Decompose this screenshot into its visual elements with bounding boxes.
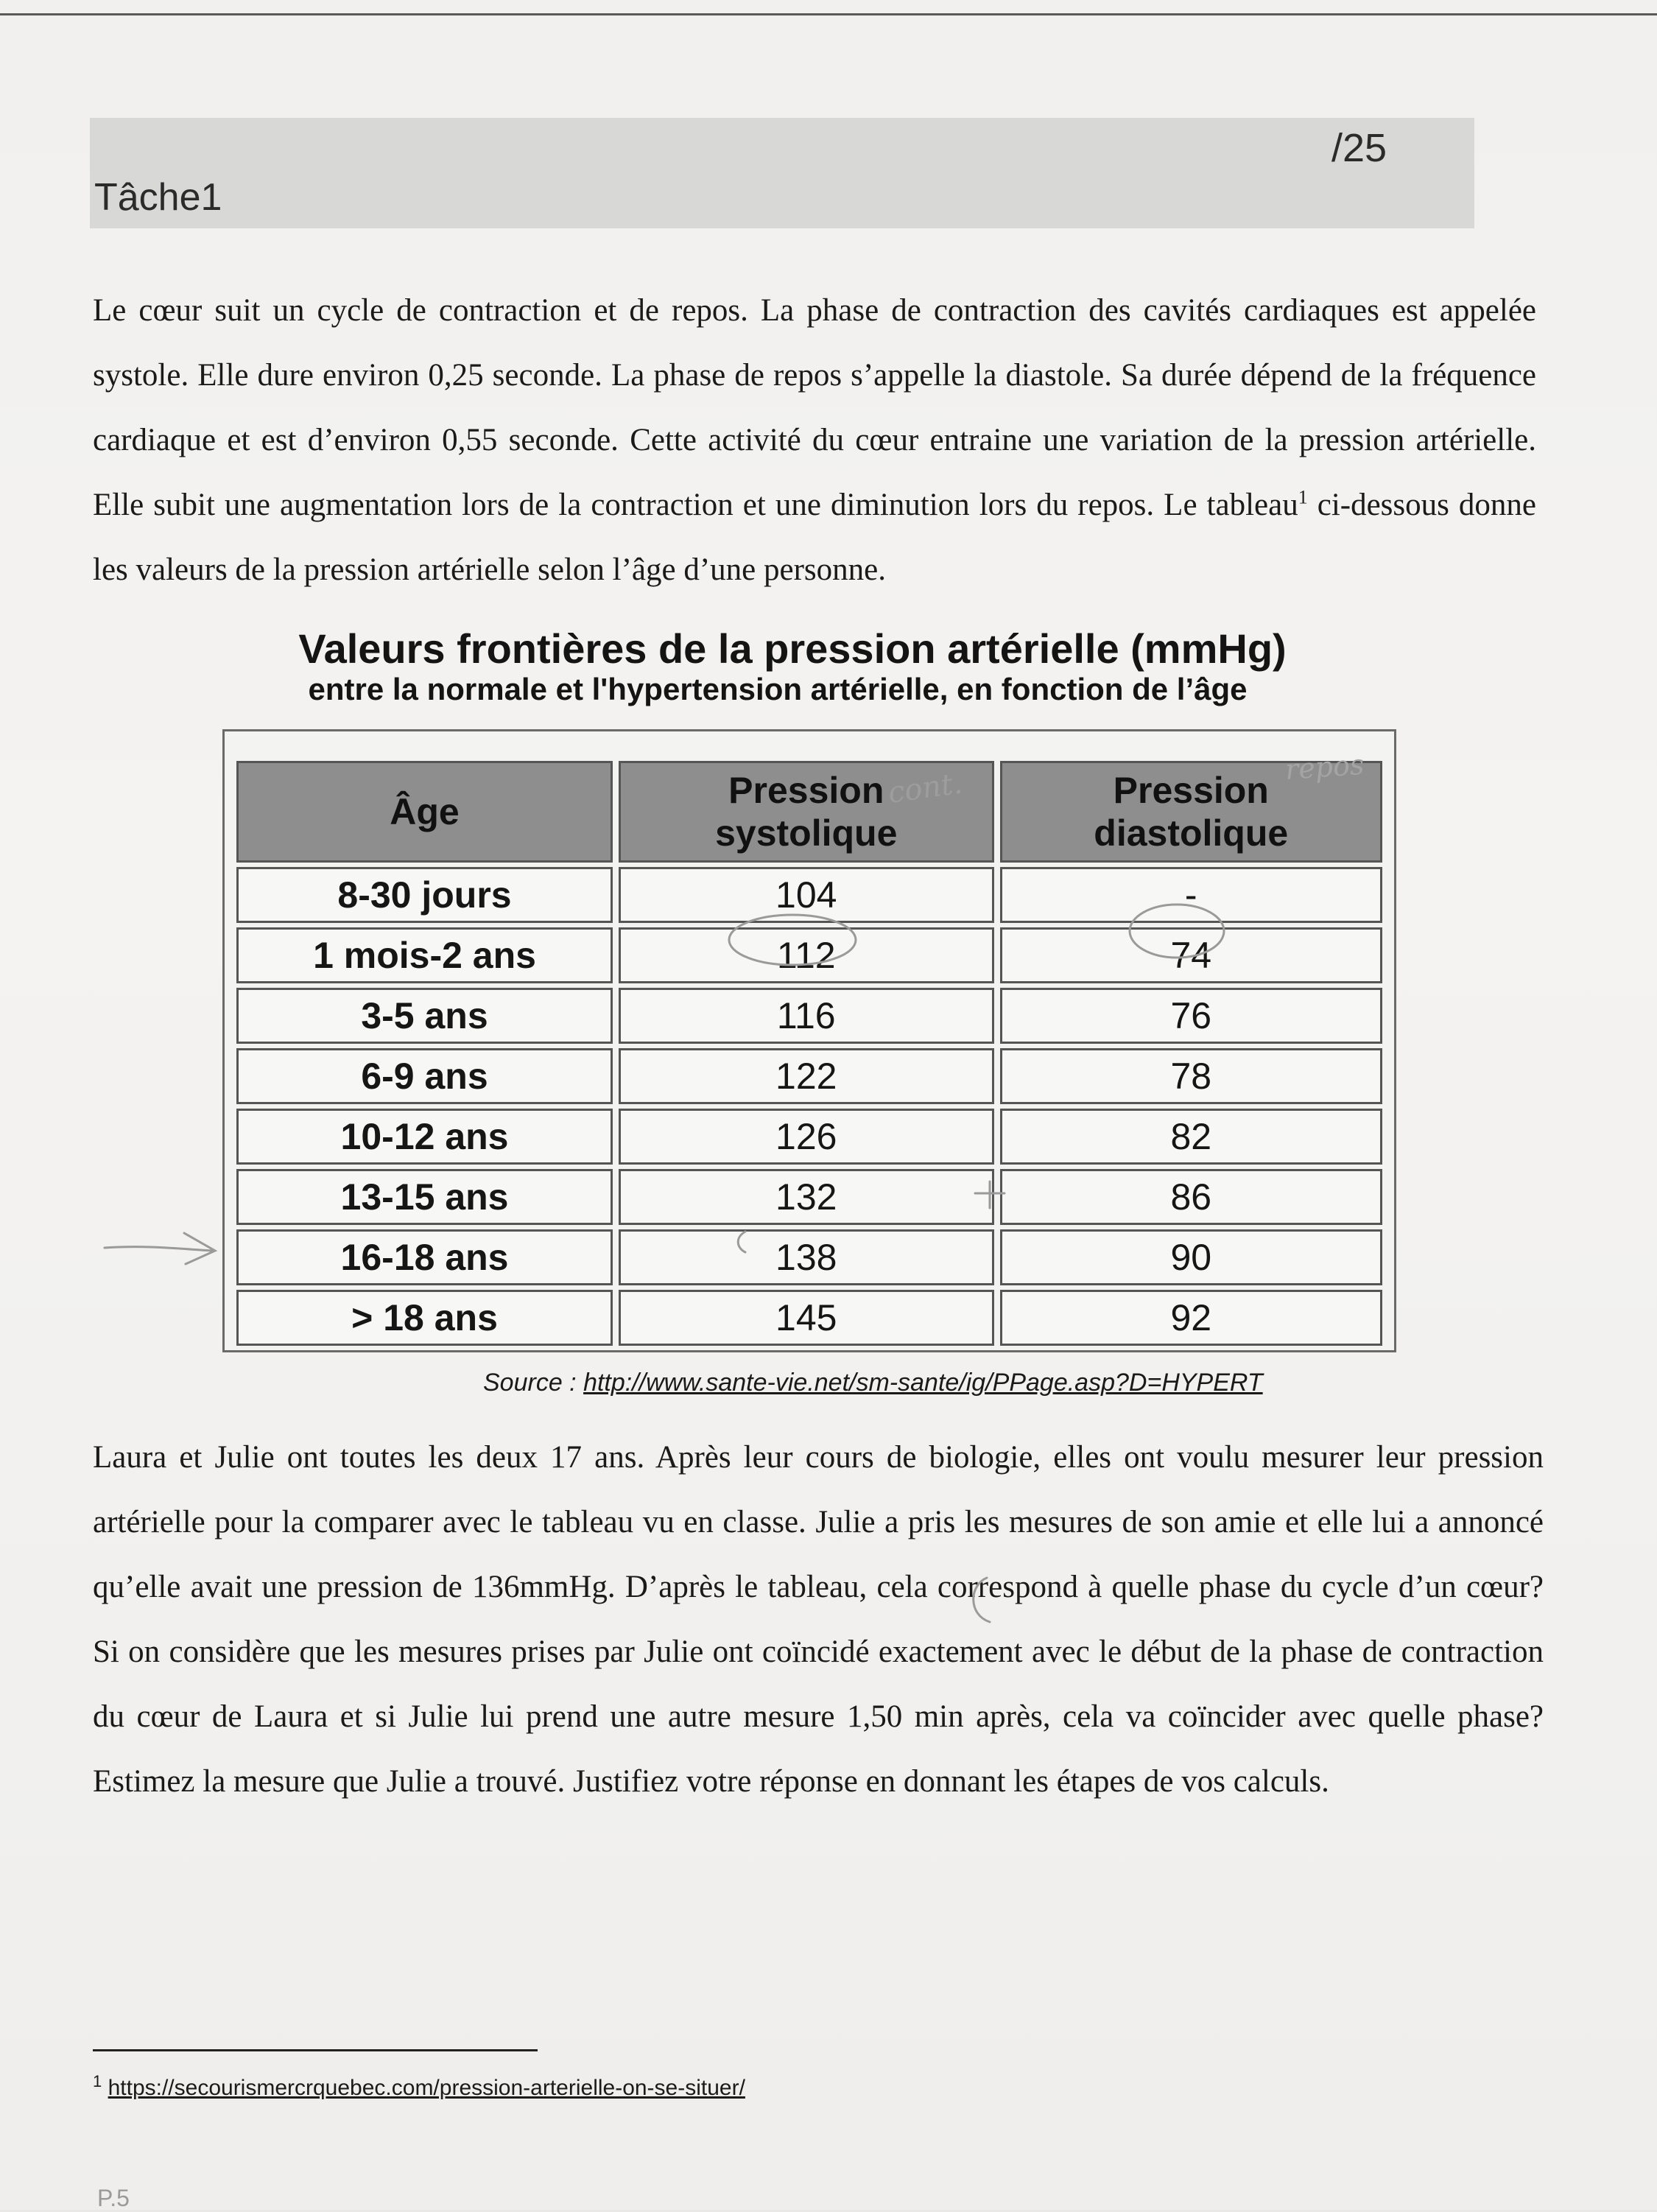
header-age: Âge <box>236 761 613 863</box>
cell-systolic: 116 <box>619 988 993 1044</box>
source-label: Source : <box>483 1369 584 1397</box>
cell-diastolic: 82 <box>1000 1109 1383 1165</box>
cell-diastolic: 90 <box>1000 1229 1383 1285</box>
footnote-link[interactable]: https://secourismercrquebec.com/pression-arterielle-on-se-situer/ <box>108 2076 745 2100</box>
cell-age: 8-30 jours <box>236 867 613 923</box>
header-diastolic: Pression diastolique <box>1000 761 1383 863</box>
cell-systolic: 122 <box>619 1048 993 1104</box>
cell-diastolic: 92 <box>1000 1290 1383 1346</box>
cell-age: > 18 ans <box>236 1290 613 1346</box>
cell-diastolic: 78 <box>1000 1048 1383 1104</box>
table-subtitle: entre la normale et l'hypertension artérielle, en fonction de l’âge <box>308 672 1248 706</box>
arrow-icon <box>105 1233 215 1264</box>
score-label: /25 <box>1331 126 1387 170</box>
cell-age: 10-12 ans <box>236 1109 613 1165</box>
tick-mark <box>975 1182 1005 1208</box>
handwritten-note-cont: cont. <box>885 766 965 810</box>
cell-age: 6-9 ans <box>236 1048 613 1104</box>
cell-age: 3-5 ans <box>236 988 613 1044</box>
cell-systolic: 112 <box>619 927 993 983</box>
source-link[interactable]: http://www.sante-vie.net/sm-sante/ig/PPage.asp?D=HYPERT <box>583 1369 1263 1397</box>
table-title: Valeurs frontières de la pression artérielle (mmHg) <box>298 625 1287 672</box>
cell-diastolic: 86 <box>1000 1169 1383 1225</box>
cell-age: 1 mois-2 ans <box>236 927 613 983</box>
circle-mark-138 <box>738 1232 745 1252</box>
cell-systolic: 126 <box>619 1109 993 1165</box>
cell-diastolic: 76 <box>1000 988 1383 1044</box>
cell-diastolic: - <box>1000 867 1383 923</box>
header-systolic: Pression systolique <box>619 761 993 863</box>
question-paragraph: Laura et Julie ont toutes les deux 17 ans. Après leur cours de biologie, elles ont voulu mesurer leur pression artérielle pour la comparer avec le tableau vu en classe. Julie a pris les mesures de son amie et elle lui a annoncé qu’elle avait une pression de 136mmHg. D’après le tableau, cela correspond à quelle phase du cycle d’un cœur? Si on considère que les mesures prises par Julie ont coïncidé exactement avec le début de la phase de contraction du cœur de Laura et si Julie lui prend une autre mesure 1,50 min après, cela va coïncider avec quelle phase? Estimez la mesure que Julie a trouvé. Justifiez votre réponse en donnant les étapes de vos calculs. <box>93 1440 1544 1799</box>
footnote-number: 1 <box>93 2072 102 2090</box>
cell-diastolic: 74 <box>1000 927 1383 983</box>
cell-systolic: 132 <box>619 1169 993 1225</box>
intro-text: Le cœur suit un cycle de contraction et de repos. La phase de contraction des cavités cardiaques est appelée systole. Elle dure environ 0,25 seconde. La phase de repos s’appelle la diastole. Sa durée dépend de la fréquence cardiaque et est d’environ 0,55 seconde. Cette activité du cœur entraine une variation de la pression artérielle. Elle subit une augmentation lors de la contraction et une diminution lors du repos. Le tableau <box>93 293 1536 522</box>
intro-text-end: ci-dessous donne les valeurs de la pression artérielle selon l’âge d’une personne. <box>93 488 1536 587</box>
cell-systolic: 145 <box>619 1290 993 1346</box>
handwritten-note-repos: repos <box>1284 748 1365 786</box>
cell-systolic: 104 <box>619 867 993 923</box>
cell-age: 16-18 ans <box>236 1229 613 1285</box>
page-number: P.5 <box>97 2185 130 2211</box>
footnote-ref: 1 <box>1298 486 1308 508</box>
circle-mark-136 <box>974 1578 990 1622</box>
cell-systolic: 138 <box>619 1229 993 1285</box>
cell-age: 13-15 ans <box>236 1169 613 1225</box>
task-title: Tâche1 <box>94 176 222 219</box>
circle-mark-74 <box>1130 905 1224 958</box>
circle-mark-112 <box>729 915 856 965</box>
